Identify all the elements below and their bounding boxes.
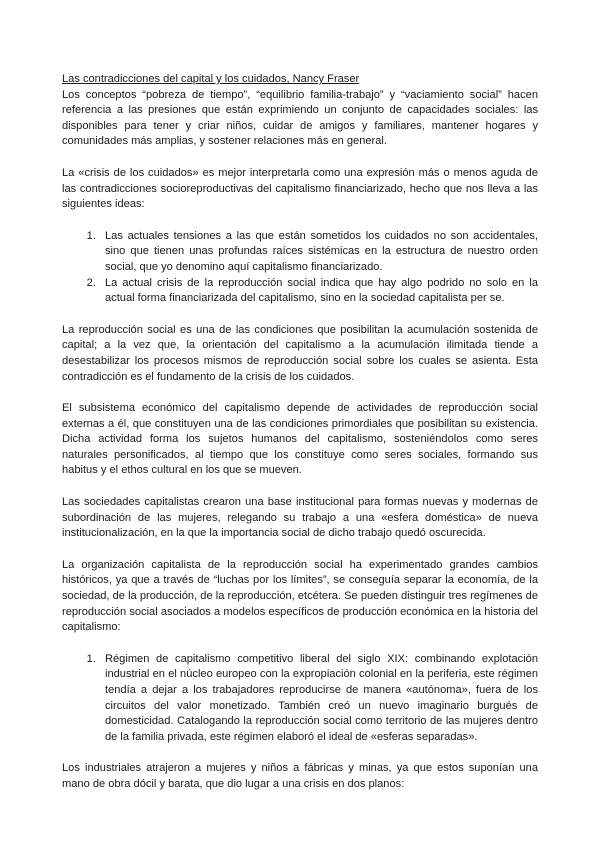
industrialists-paragraph: Los industriales atrajeron a mujeres y niños a fábricas y minas, ya que estos suponían una mano de obra dócil y barata, que dio lugar a una crisis en dos planos: xyxy=(62,762,538,790)
intro-paragraph: Los conceptos “pobreza de tiempo”, “equilibrio familia-trabajo” y “vaciamiento social” hacen referencia a las presiones que están exprimiendo un conjunto de capacidades sociales: las disponibles para tener y criar niños, cuidar de amigos y familiares, mantener hogares y comunidades más amplias, y sostener relaciones más en general. xyxy=(62,88,538,148)
crisis-paragraph: La «crisis de los cuidados» es mejor interpretarla como una expresión más o menos aguda de las contradicciones socioreproductivas del capitalismo financiarizado, hecho que nos lleva a las siguientes ideas: xyxy=(62,166,538,211)
ideas-list xyxy=(62,229,538,307)
societies-paragraph: Las sociedades capitalistas crearon una base institucional para formas nuevas y modernas de subordinación de las mujeres, relegando su trabajo a una «esfera doméstica» de nueva institucionalización, en la que la importancia social de dicho trabajo quedó oscurecida. xyxy=(62,496,538,540)
organization-paragraph: La organización capitalista de la reproducción social ha experimentado grandes cambios históricos, ya que a través de “luchas por los límites”, se conseguía separar la economía, de la sociedad, de la producción, de la reproducción, etcétera. Se pueden distinguir tres regímenes de reproducción social asociados a modelos específicos de producción económica en la historia del capitalismo: xyxy=(62,558,538,634)
list-item: 1. Las actuales tensiones a las que están sometidos los cuidados no son accidentales, sino que tienen unas profundas raíces sistémicas en la estructura de nuestro orden social, que yo denomino aquí capitalismo financiarizado. xyxy=(99,229,538,276)
subsystem-paragraph: El subsistema económico del capitalismo depende de actividades de reproducción social externas a él, que constituyen una de las condiciones primordiales que posibilitan su existencia. Dicha actividad forma los sujetos humanos del capitalismo, sosteniéndolos como seres naturales personificados, al tiempo que los constituye como seres sociales, formando sus habitus y el ethos cultural en los que se mueven. xyxy=(62,402,538,477)
list-item: 2. La actual crisis de la reproducción social indica que hay algo podrido no solo en la actual forma financiarizada del capitalismo, sino en la sociedad capitalista per se. xyxy=(99,276,538,307)
reproduction-paragraph: La reproducción social es una de las condiciones que posibilitan la acumulación sostenida de capital; a la vez que, la orientación del capitalismo a la acumulación ilimitada tiende a desestabilizar los procesos mismos de reproducción social sobre los cuales se asienta. Esta contradicción es el fundamento de la crisis de los cuidados. xyxy=(62,323,538,383)
document-title: Las contradicciones del capital y los cuidados, Nancy Fraser xyxy=(62,73,360,85)
document-page xyxy=(62,72,538,809)
regimes-list xyxy=(62,652,538,746)
list-item: 1. Régimen de capitalismo competitivo liberal del siglo XIX: combinando explotación industrial en el núcleo europeo con la expropiación colonial en la periferia, este régimen tendía a dejar a los trabajadores reproducirse de manera «autónoma», fuera de los circuitos del valor monetizado. También creó un nuevo imaginario burgués de domesticidad. Catalogando la reproducción social como territorio de las mujeres dentro de la familia privada, este régimen elaboró el ideal de «esferas separadas». xyxy=(99,652,538,746)
